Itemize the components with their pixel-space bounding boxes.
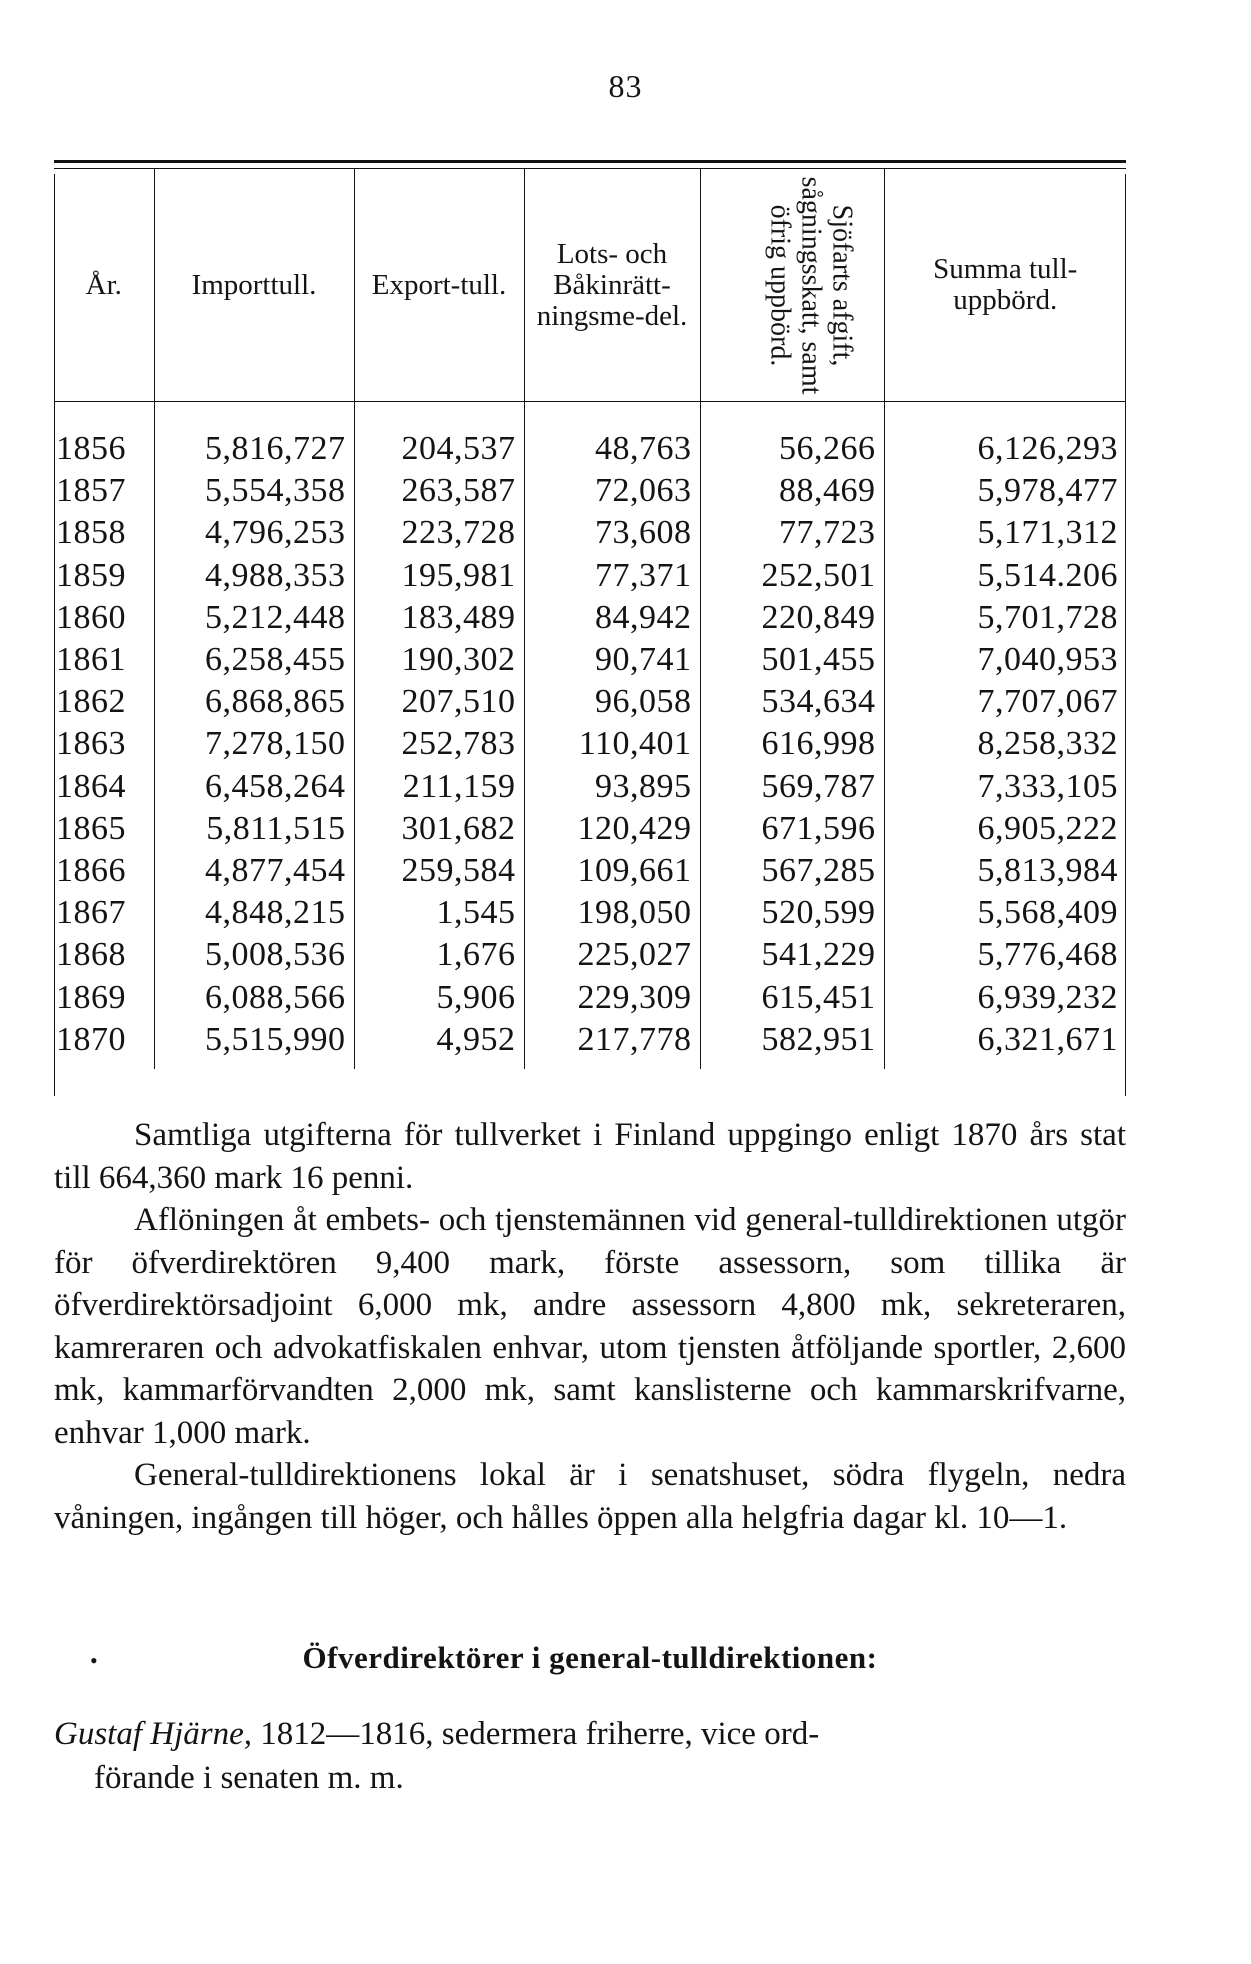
cell-pilot-beacon: 72,063 xyxy=(524,470,700,512)
cell-year: 1859 xyxy=(56,556,126,594)
cell-total-revenue: 5,568,409 xyxy=(884,892,1126,934)
cell-import-duty: 5,554,358 xyxy=(154,470,354,512)
cell-import-duty: 6,458,264 xyxy=(154,766,354,808)
table-row xyxy=(54,597,1126,639)
header-year: År. xyxy=(54,169,154,402)
heading-bullet: • xyxy=(90,1648,98,1673)
table-row xyxy=(54,723,1126,765)
page-number: 83 xyxy=(608,68,643,104)
cell-year: 1868 xyxy=(56,936,126,974)
table-row xyxy=(54,681,1126,723)
table-row xyxy=(54,470,1126,512)
director-text: 1812—1816, sedermera friherre, vice ord- xyxy=(252,1716,820,1752)
cell-pilot-beacon: 96,058 xyxy=(524,681,700,723)
cell-shipping-fees: 567,285 xyxy=(700,850,884,892)
cell-total-revenue: 6,939,232 xyxy=(884,976,1126,1018)
cell-total-revenue: 7,040,953 xyxy=(884,639,1126,681)
cell-total-revenue: 6,126,293 xyxy=(884,402,1126,471)
stats-table xyxy=(54,169,1126,1069)
table-right-border xyxy=(1125,174,1126,1096)
cell-shipping-fees: 77,723 xyxy=(700,512,884,554)
cell-pilot-beacon: 84,942 xyxy=(524,597,700,639)
table-top-rule xyxy=(54,160,1126,163)
cell-year: 1857 xyxy=(56,472,126,510)
cell-pilot-beacon: 217,778 xyxy=(524,1019,700,1069)
cell-export-duty: 259,584 xyxy=(354,850,524,892)
cell-year: 1866 xyxy=(56,851,126,889)
cell-pilot-beacon: 120,429 xyxy=(524,808,700,850)
cell-shipping-fees: 582,951 xyxy=(700,1019,884,1069)
header-shipping-fees-text: Sjöfarts afgift, sågningsskatt, samt öfrig uppbörd. xyxy=(764,176,857,394)
director-text-continuation: förande i senaten m. m. xyxy=(94,1760,404,1796)
cell-year: 1860 xyxy=(56,598,126,636)
cell-total-revenue: 5,776,468 xyxy=(884,934,1126,976)
table-row xyxy=(54,555,1126,597)
table-row xyxy=(54,1019,1126,1069)
cell-import-duty: 6,868,865 xyxy=(154,681,354,723)
paragraph-salaries: Aflöningen åt embets- och tjenstemännen vid general-tulldirektionen utgör för öfverdirektören 9,400 mark, förste assessorn, som tillika är öfverdirektörsadjoint 6,000 mk, andre assessorn 4,800 mk, sekreteraren, kamreraren och advokatfiskalen enhvar, utom tjensten åtföljande sportler, 2,600 mk, kammarförvandten 2,000 mk, samt kanslisterne och kammarskrifvarne, enhvar 1,000 mark. xyxy=(54,1202,1126,1451)
paragraph-expenses: Samtliga utgifterna för tullverket i Finland uppgingo enligt 1870 års stat till 664,360 mark 16 penni. xyxy=(54,1117,1126,1196)
cell-import-duty: 4,988,353 xyxy=(154,555,354,597)
cell-pilot-beacon: 109,661 xyxy=(524,850,700,892)
cell-export-duty: 204,537 xyxy=(354,402,524,471)
cell-shipping-fees: 88,469 xyxy=(700,470,884,512)
cell-total-revenue: 6,321,671 xyxy=(884,1019,1126,1069)
cell-import-duty: 4,796,253 xyxy=(154,512,354,554)
cell-pilot-beacon: 225,027 xyxy=(524,934,700,976)
table-row xyxy=(54,639,1126,681)
cell-year: 1863 xyxy=(56,725,126,763)
cell-import-duty: 4,877,454 xyxy=(154,850,354,892)
header-export-duty: Export-tull. xyxy=(354,169,524,402)
cell-year: 1867 xyxy=(56,894,126,932)
cell-shipping-fees: 534,634 xyxy=(700,681,884,723)
table-row xyxy=(54,976,1126,1018)
cell-year: 1861 xyxy=(56,641,126,679)
cell-pilot-beacon: 229,309 xyxy=(524,976,700,1018)
cell-export-duty: 263,587 xyxy=(354,470,524,512)
cell-total-revenue: 8,258,332 xyxy=(884,723,1126,765)
table-row xyxy=(54,512,1126,554)
cell-import-duty: 6,088,566 xyxy=(154,976,354,1018)
cell-import-duty: 6,258,455 xyxy=(154,639,354,681)
table-row xyxy=(54,766,1126,808)
cell-export-duty: 211,159 xyxy=(354,766,524,808)
cell-pilot-beacon: 90,741 xyxy=(524,639,700,681)
director-name: Gustaf Hjärne, xyxy=(54,1716,252,1752)
header-import-duty: Importtull. xyxy=(154,169,354,402)
table-body xyxy=(54,402,1126,1069)
cell-shipping-fees: 252,501 xyxy=(700,555,884,597)
cell-import-duty: 5,212,448 xyxy=(154,597,354,639)
cell-shipping-fees: 541,229 xyxy=(700,934,884,976)
cell-shipping-fees: 220,849 xyxy=(700,597,884,639)
cell-import-duty: 5,816,727 xyxy=(154,402,354,471)
table-row xyxy=(54,892,1126,934)
table-row xyxy=(54,850,1126,892)
cell-shipping-fees: 56,266 xyxy=(700,402,884,471)
cell-total-revenue: 7,707,067 xyxy=(884,681,1126,723)
cell-year: 1856 xyxy=(56,430,126,468)
cell-pilot-beacon: 110,401 xyxy=(524,723,700,765)
cell-export-duty: 4,952 xyxy=(354,1019,524,1069)
cell-shipping-fees: 501,455 xyxy=(700,639,884,681)
cell-export-duty: 5,906 xyxy=(354,976,524,1018)
table-left-border xyxy=(54,174,55,1096)
cell-shipping-fees: 616,998 xyxy=(700,723,884,765)
cell-shipping-fees: 520,599 xyxy=(700,892,884,934)
cell-export-duty: 252,783 xyxy=(354,723,524,765)
table-row xyxy=(54,934,1126,976)
cell-shipping-fees: 671,596 xyxy=(700,808,884,850)
cell-year: 1862 xyxy=(56,683,126,721)
cell-year: 1858 xyxy=(56,514,126,552)
cell-export-duty: 207,510 xyxy=(354,681,524,723)
cell-pilot-beacon: 198,050 xyxy=(524,892,700,934)
table-row xyxy=(54,402,1126,471)
cell-shipping-fees: 569,787 xyxy=(700,766,884,808)
cell-export-duty: 1,676 xyxy=(354,934,524,976)
cell-export-duty: 301,682 xyxy=(354,808,524,850)
header-pilot-beacon: Lots- och Båkinrätt-ningsme-del. xyxy=(524,169,700,402)
cell-total-revenue: 5,701,728 xyxy=(884,597,1126,639)
table-row xyxy=(54,808,1126,850)
cell-total-revenue: 5,978,477 xyxy=(884,470,1126,512)
director-entry xyxy=(54,1712,1126,1800)
cell-import-duty: 5,515,990 xyxy=(154,1019,354,1069)
cell-export-duty: 190,302 xyxy=(354,639,524,681)
cell-total-revenue: 7,333,105 xyxy=(884,766,1126,808)
cell-year: 1870 xyxy=(56,1020,126,1058)
cell-year: 1865 xyxy=(56,809,126,847)
table-header-row xyxy=(54,169,1126,402)
header-shipping-fees xyxy=(700,169,884,402)
cell-pilot-beacon: 48,763 xyxy=(524,402,700,471)
cell-export-duty: 195,981 xyxy=(354,555,524,597)
cell-export-duty: 1,545 xyxy=(354,892,524,934)
cell-year: 1864 xyxy=(56,767,126,805)
paragraph-office-location: General-tulldirektionens lokal är i senatshuset, södra flygeln, nedra våningen, ingången till höger, och hålles öppen alla helgfria dagar kl. 10—1. xyxy=(54,1457,1126,1536)
cell-import-duty: 5,811,515 xyxy=(154,808,354,850)
cell-total-revenue: 5,813,984 xyxy=(884,850,1126,892)
body-text xyxy=(54,1114,1126,1539)
section-heading: Öfverdirektörer i general-tulldirektionen: xyxy=(302,1640,878,1675)
cell-total-revenue: 6,905,222 xyxy=(884,808,1126,850)
cell-import-duty: 7,278,150 xyxy=(154,723,354,765)
cell-pilot-beacon: 77,371 xyxy=(524,555,700,597)
cell-import-duty: 4,848,215 xyxy=(154,892,354,934)
cell-total-revenue: 5,514.206 xyxy=(884,555,1126,597)
cell-export-duty: 183,489 xyxy=(354,597,524,639)
cell-pilot-beacon: 73,608 xyxy=(524,512,700,554)
cell-shipping-fees: 615,451 xyxy=(700,976,884,1018)
cell-total-revenue: 5,171,312 xyxy=(884,512,1126,554)
cell-import-duty: 5,008,536 xyxy=(154,934,354,976)
cell-year: 1869 xyxy=(56,978,126,1016)
header-total-revenue: Summa tull-uppbörd. xyxy=(884,169,1126,402)
cell-pilot-beacon: 93,895 xyxy=(524,766,700,808)
cell-export-duty: 223,728 xyxy=(354,512,524,554)
customs-revenue-table xyxy=(54,160,1126,1069)
